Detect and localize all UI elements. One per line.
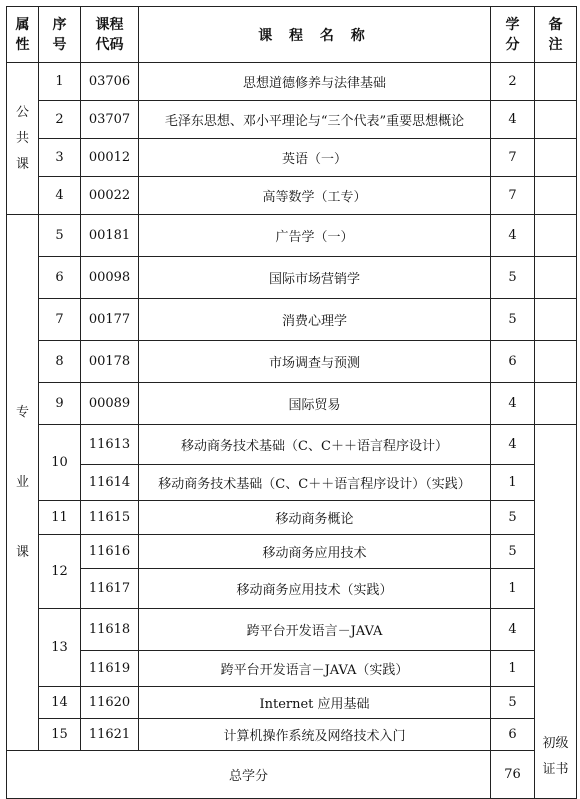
code-cell: 00089 (81, 383, 139, 425)
header-row (7, 7, 577, 63)
credit-cell: 2 (491, 63, 535, 101)
note-cell (535, 299, 577, 341)
seq-cell: 15 (39, 719, 81, 751)
course-table (6, 6, 577, 799)
note-cell (535, 425, 577, 799)
credit-cell: 7 (491, 177, 535, 215)
code-cell: 00181 (81, 215, 139, 257)
seq-cell: 3 (39, 139, 81, 177)
code-cell: 11615 (81, 501, 139, 535)
course-name-cell: 毛泽东思想、邓小平理论与“三个代表”重要思想概论 (139, 101, 491, 139)
course-name-cell: 移动商务技术基础（C、C＋＋语言程序设计） (139, 425, 491, 465)
course-name-cell: 移动商务概论 (139, 501, 491, 535)
note-text: 证书 (542, 761, 569, 777)
code-cell: 03707 (81, 101, 139, 139)
table-row (7, 535, 577, 569)
credit-cell: 1 (491, 569, 535, 609)
credit-cell: 4 (491, 215, 535, 257)
seq-cell: 7 (39, 299, 81, 341)
code-cell: 00098 (81, 257, 139, 299)
code-cell: 11616 (81, 535, 139, 569)
credit-cell: 7 (491, 139, 535, 177)
note-cell (535, 383, 577, 425)
table-row (7, 215, 577, 257)
code-cell: 00177 (81, 299, 139, 341)
table-row (7, 465, 577, 501)
code-cell: 11620 (81, 687, 139, 719)
course-name-cell: 跨平台开发语言－JAVA (139, 609, 491, 651)
credit-cell: 4 (491, 101, 535, 139)
seq-cell: 8 (39, 341, 81, 383)
seq-cell: 2 (39, 101, 81, 139)
header-note: 备 注 (535, 7, 577, 63)
header-name: 课 程 名 称 (139, 7, 491, 63)
code-cell: 00012 (81, 139, 139, 177)
credit-cell: 4 (491, 609, 535, 651)
course-name-cell: 广告学（一） (139, 215, 491, 257)
code-cell: 00178 (81, 341, 139, 383)
table-row (7, 257, 577, 299)
course-name-cell: 思想道德修养与法律基础 (139, 63, 491, 101)
table-row (7, 719, 577, 751)
code-cell: 11619 (81, 651, 139, 687)
note-cell (535, 139, 577, 177)
group-public-label: 公 共 课 (7, 63, 39, 215)
credit-cell: 5 (491, 535, 535, 569)
course-name-cell: 移动商务应用技术（实践） (139, 569, 491, 609)
note-cell (535, 177, 577, 215)
total-row (7, 751, 577, 799)
course-name-cell: Internet 应用基础 (139, 687, 491, 719)
total-credit-value: 76 (491, 751, 535, 799)
table-row (7, 177, 577, 215)
credit-cell: 5 (491, 299, 535, 341)
code-cell: 11614 (81, 465, 139, 501)
code-cell: 11617 (81, 569, 139, 609)
note-text: 初级 (542, 735, 569, 751)
seq-cell: 14 (39, 687, 81, 719)
code-cell: 11613 (81, 425, 139, 465)
code-cell: 11618 (81, 609, 139, 651)
seq-cell: 10 (39, 425, 81, 501)
course-name-cell: 英语（一） (139, 139, 491, 177)
note-cell (535, 257, 577, 299)
credit-cell: 6 (491, 719, 535, 751)
table-row (7, 341, 577, 383)
total-label: 总学分 (7, 751, 491, 799)
credit-cell: 1 (491, 651, 535, 687)
credit-cell: 6 (491, 341, 535, 383)
table-row (7, 139, 577, 177)
seq-cell: 6 (39, 257, 81, 299)
credit-cell: 5 (491, 687, 535, 719)
note-cell (535, 215, 577, 257)
code-cell: 00022 (81, 177, 139, 215)
course-name-cell: 移动商务应用技术 (139, 535, 491, 569)
credit-cell: 1 (491, 465, 535, 501)
code-cell: 03706 (81, 63, 139, 101)
credit-cell: 5 (491, 257, 535, 299)
course-name-cell: 市场调查与预测 (139, 341, 491, 383)
course-name-cell: 计算机操作系统及网络技术入门 (139, 719, 491, 751)
table-row (7, 425, 577, 465)
code-cell: 11621 (81, 719, 139, 751)
seq-cell: 1 (39, 63, 81, 101)
header-attr: 属 性 (7, 7, 39, 63)
course-name-cell: 国际贸易 (139, 383, 491, 425)
course-name-cell: 消费心理学 (139, 299, 491, 341)
credit-cell: 4 (491, 383, 535, 425)
course-name-cell: 国际市场营销学 (139, 257, 491, 299)
course-name-cell: 高等数学（工专） (139, 177, 491, 215)
table-row (7, 501, 577, 535)
credit-cell: 4 (491, 425, 535, 465)
table-row (7, 609, 577, 651)
seq-cell: 13 (39, 609, 81, 687)
note-cell (535, 341, 577, 383)
header-seq: 序 号 (39, 7, 81, 63)
credit-cell: 5 (491, 501, 535, 535)
seq-cell: 9 (39, 383, 81, 425)
seq-cell: 4 (39, 177, 81, 215)
header-credit: 学 分 (491, 7, 535, 63)
table-row (7, 687, 577, 719)
table-row (7, 299, 577, 341)
table-row (7, 101, 577, 139)
table-row (7, 383, 577, 425)
note-cell (535, 101, 577, 139)
table-row (7, 651, 577, 687)
seq-cell: 5 (39, 215, 81, 257)
table-row (7, 63, 577, 101)
seq-cell: 12 (39, 535, 81, 609)
note-cell (535, 63, 577, 101)
seq-cell: 11 (39, 501, 81, 535)
table-row (7, 569, 577, 609)
course-name-cell: 移动商务技术基础（C、C＋＋语言程序设计）（实践） (139, 465, 491, 501)
course-name-cell: 跨平台开发语言－JAVA（实践） (139, 651, 491, 687)
group-major-label: 专 业 课 (7, 215, 39, 751)
header-code: 课程 代码 (81, 7, 139, 63)
